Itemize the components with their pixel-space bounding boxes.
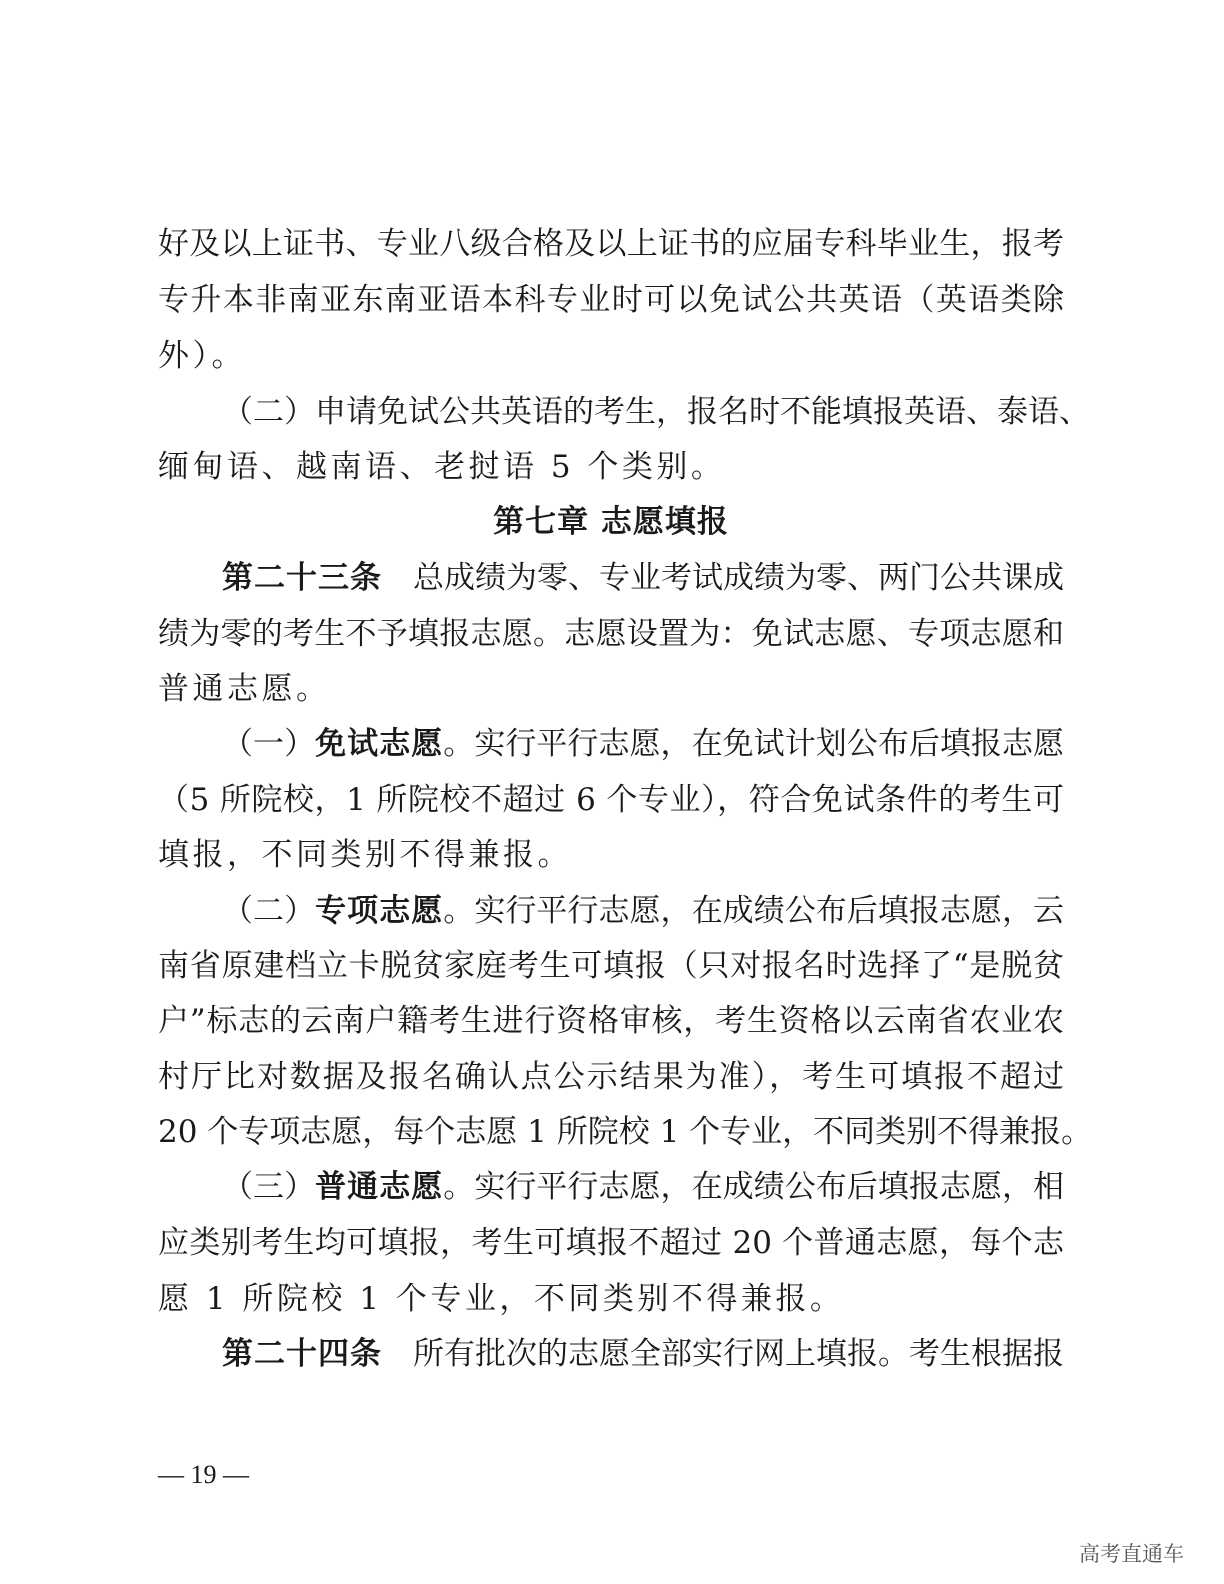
body-line: 好及以上证书、专业八级合格及以上证书的应届专科毕业生，报考 [158, 226, 1064, 262]
item-1-text: 。实行平行志愿，在免试计划公布后填报志愿 [443, 726, 1065, 762]
body-line: 南省原建档立卡脱贫家庭考生可填报（只对报名时选择了“是脱贫 [158, 948, 1064, 984]
item-2-heading: 专项志愿 [315, 893, 444, 929]
chapter-title: 第七章 志愿填报 [493, 504, 729, 540]
body-line: 普通志愿。 [158, 671, 331, 707]
item-1-first-line [222, 724, 1064, 764]
item-2-text: 。实行平行志愿，在成绩公布后填报志愿，云 [443, 893, 1065, 929]
item-3-first-line [222, 1167, 1064, 1207]
article-23-first-line [222, 558, 1064, 598]
body-line: 缅甸语、越南语、老挝语 5 个类别。 [158, 449, 726, 485]
body-line: 专升本非南亚东南亚语本科专业时可以免试公共英语（英语类除 [158, 282, 1064, 318]
item-3-label: （三） [222, 1169, 316, 1205]
item-1-label: （一） [222, 726, 316, 762]
item-3-heading: 普通志愿 [315, 1169, 444, 1205]
body-line: 20 个专项志愿，每个志愿 1 所院校 1 个专业，不同类别不得兼报。 [158, 1114, 1093, 1150]
body-line: 填报，不同类别不得兼报。 [158, 837, 572, 873]
body-line: （二）申请免试公共英语的考生，报名时不能填报英语、泰语、 [222, 394, 1090, 430]
watermark: 高考直通车 [1079, 1542, 1184, 1566]
body-line: 愿 1 所院校 1 个专业，不同类别不得兼报。 [158, 1281, 845, 1317]
body-line: 应类别考生均可填报，考生可填报不超过 20 个普通志愿，每个志 [158, 1225, 1064, 1261]
page-number: — 19 — [158, 1460, 249, 1489]
article-24-heading: 第二十四条 [222, 1336, 382, 1372]
item-1-heading: 免试志愿 [315, 726, 444, 762]
body-line: 绩为零的考生不予填报志愿。志愿设置为：免试志愿、专项志愿和 [158, 616, 1064, 652]
item-2-label: （二） [222, 893, 316, 929]
article-23-text: 总成绩为零、专业考试成绩为零、两门公共课成 [413, 560, 1064, 596]
body-line: （5 所院校，1 所院校不超过 6 个专业），符合免试条件的考生可 [158, 782, 1064, 818]
article-23-heading: 第二十三条 [222, 560, 382, 596]
article-24-first-line [222, 1334, 1064, 1374]
body-line: 外）。 [158, 338, 246, 374]
item-2-first-line [222, 891, 1064, 931]
article-24-text: 所有批次的志愿全部实行网上填报。考生根据报 [413, 1336, 1064, 1372]
body-line: 户”标志的云南户籍考生进行资格审核，考生资格以云南省农业农 [158, 1003, 1064, 1039]
body-line: 村厅比对数据及报名确认点公示结果为准），考生可填报不超过 [158, 1059, 1064, 1095]
item-3-text: 。实行平行志愿，在成绩公布后填报志愿，相 [443, 1169, 1065, 1205]
